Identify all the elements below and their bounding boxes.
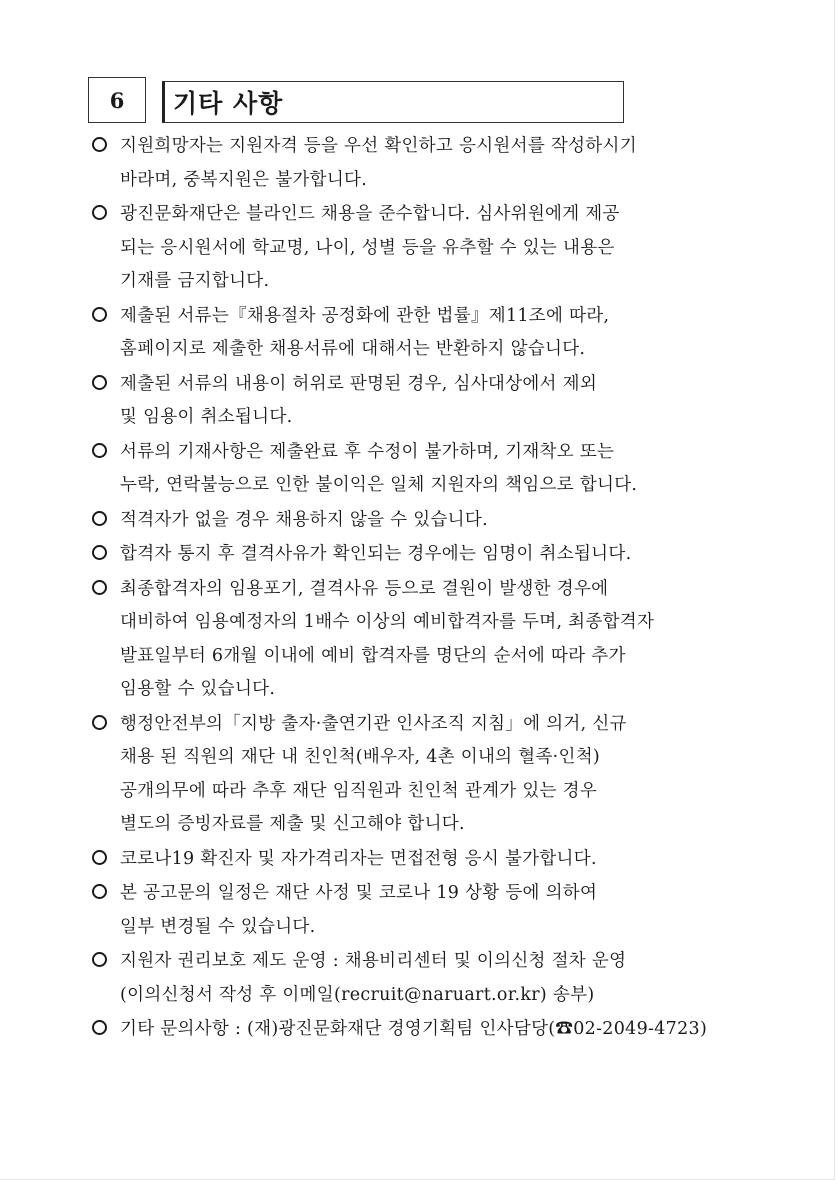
circle-bullet-icon — [92, 443, 107, 458]
note-line: 기재를 금지합니다. — [120, 271, 270, 291]
note-line: 대비하여 임용예정자의 1배수 이상의 예비합격자를 두며, 최종합격자 — [120, 612, 655, 632]
note-line: 기타 문의사항 : (재)광진문화재단 경영기획팀 인사담당(☎02-2049-4723) — [120, 1019, 708, 1039]
notes-list — [92, 130, 762, 1047]
note-line: 코로나19 확진자 및 자가격리자는 면접전형 응시 불가합니다. — [120, 848, 597, 869]
note-line: 최종합격자의 임용포기, 결격사유 등으로 결원이 발생한 경우에 — [120, 578, 609, 599]
circle-bullet-icon — [92, 205, 107, 220]
note-line: (이의신청서 작성 후 이메일(recruit@naruart.or.kr) 송부) — [120, 984, 595, 1005]
circle-bullet-icon — [92, 375, 107, 390]
note-line: 적격자가 없을 경우 채용하지 않을 수 있습니다. — [120, 509, 488, 530]
note-line: 행정안전부의「지방 출자·출연기관 인사조직 지침」에 의거, 신규 — [120, 713, 627, 734]
note-line: 합격자 통지 후 결격사유가 확인되는 경우에는 임명이 취소됩니다. — [120, 544, 632, 564]
circle-bullet-icon — [92, 511, 107, 526]
note-item — [92, 843, 762, 877]
note-line: 제출된 서류는『채용절차 공정화에 관한 법률』제11조에 따라, — [120, 305, 610, 326]
note-line: 임용할 수 있습니다. — [120, 679, 276, 699]
note-line: 지원자 권리보호 제도 운영 : 채용비리센터 및 이의신청 절차 운영 — [120, 951, 627, 971]
note-item — [92, 198, 762, 299]
note-line: 및 임용이 취소됩니다. — [120, 407, 293, 427]
circle-bullet-icon — [92, 307, 107, 322]
note-line: 공개의무에 따라 추후 재단 임직원과 친인척 관계가 있는 경우 — [120, 780, 598, 801]
note-line: 별도의 증빙자료를 제출 및 신고해야 합니다. — [120, 814, 465, 834]
section-title: 기타 사항 — [173, 89, 284, 118]
note-line: 지원희망자는 지원자격 등을 우선 확인하고 응시원서를 작성하시기 — [120, 136, 637, 156]
note-item — [92, 708, 762, 842]
note-item — [92, 877, 762, 944]
note-item — [92, 504, 762, 538]
note-item — [92, 130, 762, 197]
note-line: 본 공고문의 일정은 재단 사정 및 코로나 19 상황 등에 의하여 — [120, 883, 598, 903]
note-line: 홈페이지로 제출한 채용서류에 대해서는 반환하지 않습니다. — [120, 339, 586, 359]
circle-bullet-icon — [92, 545, 107, 560]
circle-bullet-icon — [92, 850, 107, 865]
note-line: 광진문화재단은 블라인드 채용을 준수합니다. 심사위원에게 제공 — [120, 204, 620, 224]
note-item — [92, 538, 762, 572]
note-line: 바라며, 중복지원은 불가합니다. — [120, 169, 368, 190]
note-line: 누락, 연락불능으로 인한 불이익은 일체 지원자의 책임으로 합니다. — [120, 475, 638, 495]
note-item — [92, 368, 762, 435]
note-line: 제출된 서류의 내용이 허위로 판명된 경우, 심사대상에서 제외 — [120, 373, 598, 394]
note-item — [92, 436, 762, 503]
circle-bullet-icon — [92, 137, 107, 152]
note-line: 일부 변경될 수 있습니다. — [120, 916, 316, 937]
note-item — [92, 945, 762, 1012]
circle-bullet-icon — [92, 580, 107, 595]
note-line: 되는 응시원서에 학교명, 나이, 성별 등을 유추할 수 있는 내용은 — [120, 237, 615, 258]
circle-bullet-icon — [92, 715, 107, 730]
note-line: 발표일부터 6개월 이내에 예비 합격자를 명단의 순서에 따라 추가 — [120, 645, 626, 666]
note-item — [92, 1013, 762, 1047]
section-number: 6 — [88, 77, 146, 123]
note-item — [92, 573, 762, 707]
note-line: 서류의 기재사항은 제출완료 후 수정이 불가하며, 기재착오 또는 — [120, 441, 615, 462]
circle-bullet-icon — [92, 884, 107, 899]
note-line: 채용 된 직원의 재단 내 친인척(배우자, 4촌 이내의 혈족·인척) — [120, 747, 601, 767]
circle-bullet-icon — [92, 952, 107, 967]
circle-bullet-icon — [92, 1020, 107, 1035]
note-item — [92, 300, 762, 367]
section-title-box — [162, 81, 624, 123]
